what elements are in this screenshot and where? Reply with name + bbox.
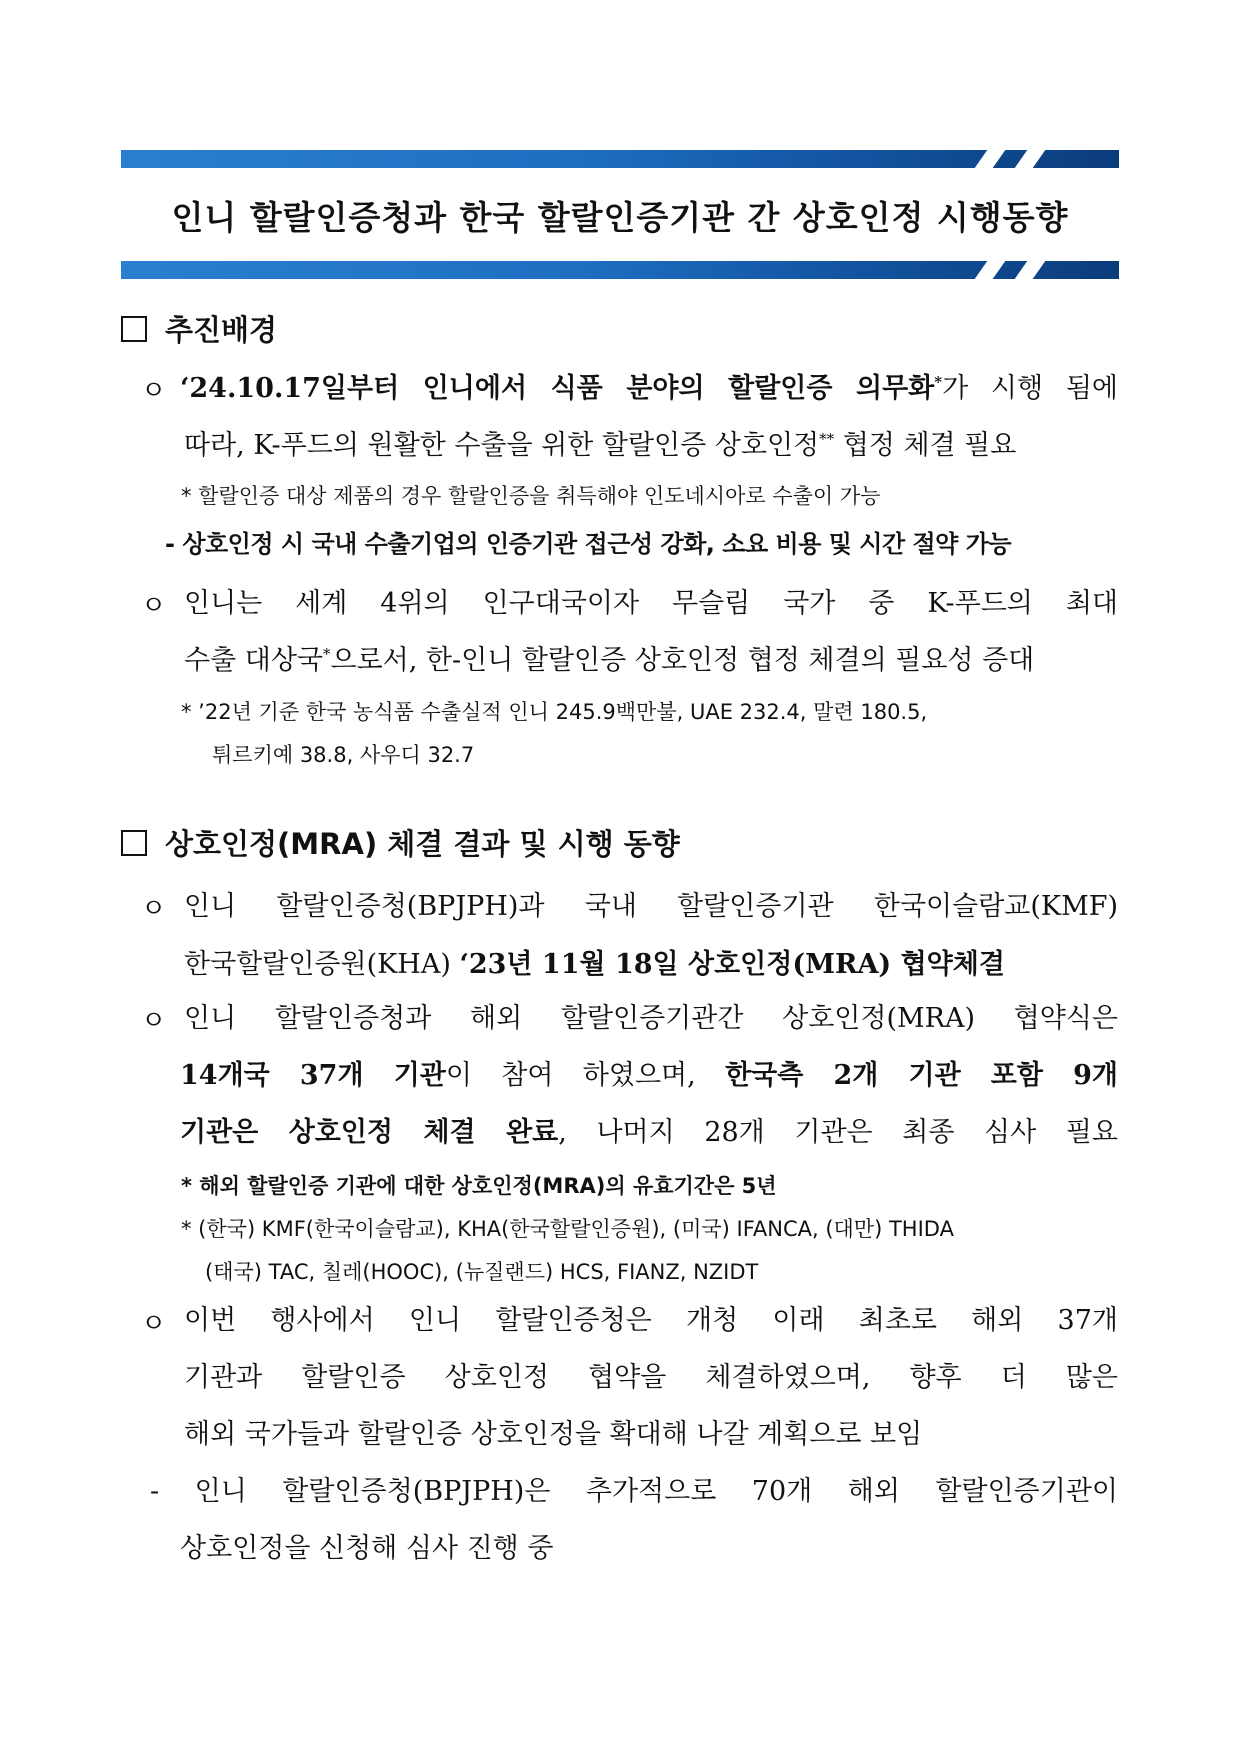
page-title: 인니 할랄인증청과 한국 할랄인증기관 간 상호인정 시행동향 — [171, 198, 1069, 237]
para-3-line-1: 인니 할랄인증청(BPJPH)과 국내 할랄인증기관 한국이슬람교(KMF) — [184, 891, 1118, 922]
bullet-icon: ㅇ — [141, 376, 167, 406]
checkbox-square-icon — [121, 830, 147, 856]
dash-item-2-line-2: 상호인정을 신청해 심사 진행 중 — [180, 1533, 554, 1564]
para-5-line-3: 해외 국가들과 할랄인증 상호인정을 확대해 나갈 계획으로 보임 — [184, 1419, 923, 1450]
section-heading-background — [121, 822, 680, 863]
bullet-icon: ㅇ — [141, 1006, 167, 1036]
section-1-title: 추진배경 — [165, 313, 278, 347]
para-1-line-1: ‘24.10.17일부터 인니에서 식품 분야의 할랄인증 의무화*가 시행 됨에 — [180, 373, 1118, 404]
footnote-2-line-2: 튀르키예 38.8, 사우디 32.7 — [212, 743, 475, 767]
title-block — [121, 150, 1119, 279]
checkbox-square-icon — [121, 316, 147, 342]
footnote-2-line-1: * ’22년 기준 한국 농식품 수출실적 인니 245.9백만불, UAE 232.4, 말련 180.5, — [181, 700, 928, 724]
dash-item-1: - 상호인정 시 국내 수출기업의 인증기관 접근성 강화, 소요 비용 및 시간 절약 가능 — [165, 530, 1012, 558]
bullet-icon: ㅇ — [141, 591, 167, 621]
section-heading-background — [121, 308, 277, 349]
dash-item-2-line-1: - 인니 할랄인증청(BPJPH)은 추가적으로 70개 해외 할랄인증기관이 — [150, 1476, 1118, 1507]
footnote-4-line-1: * (한국) KMF(한국이슬람교), KHA(한국할랄인증원), (미국) IFANCA, (대만) THIDA — [181, 1217, 954, 1241]
para-3-line-2: 한국할랄인증원(KHA) ‘23년 11월 18일 상호인정(MRA) 협약체결 — [184, 949, 1005, 980]
para-1-line-2: 따라, K-푸드의 원활한 수출을 위한 할랄인증 상호인정** 협정 체결 필요 — [184, 430, 1017, 461]
section-2-title: 상호인정(MRA) 체결 결과 및 시행 동향 — [165, 827, 680, 861]
para-4-line-3: 기관은 상호인정 체결 완료, 나머지 28개 기관은 최종 심사 필요 — [180, 1117, 1118, 1148]
footnote-3: * 해외 할랄인증 기관에 대한 상호인정(MRA)의 유효기간은 5년 — [181, 1174, 777, 1198]
footnote-1: * 할랄인증 대상 제품의 경우 할랄인증을 취득해야 인도네시아로 수출이 가능 — [181, 484, 881, 508]
para-2-line-2: 수출 대상국*으로서, 한-인니 할랄인증 상호인정 협정 체결의 필요성 증대 — [184, 645, 1035, 676]
para-5-line-2: 기관과 할랄인증 상호인정 협약을 체결하였으며, 향후 더 많은 — [184, 1362, 1118, 1393]
title-top-bar — [121, 150, 1119, 168]
footnote-4-line-2: (태국) TAC, 칠레(HOOC), (뉴질랜드) HCS, FIANZ, NZIDT — [205, 1260, 759, 1284]
para-2-line-1: 인니는 세계 4위의 인구대국이자 무슬림 국가 중 K-푸드의 최대 — [184, 588, 1118, 619]
para-4-line-1: 인니 할랄인증청과 해외 할랄인증기관간 상호인정(MRA) 협약식은 — [184, 1003, 1118, 1034]
title-bottom-bar — [121, 261, 1119, 279]
bullet-icon: ㅇ — [141, 894, 167, 924]
bullet-icon: ㅇ — [141, 1309, 167, 1339]
para-5-line-1: 이번 행사에서 인니 할랄인증청은 개청 이래 최초로 해외 37개 — [184, 1305, 1118, 1336]
para-4-line-2: 14개국 37개 기관이 참여 하였으며, 한국측 2개 기관 포함 9개 — [180, 1060, 1119, 1091]
